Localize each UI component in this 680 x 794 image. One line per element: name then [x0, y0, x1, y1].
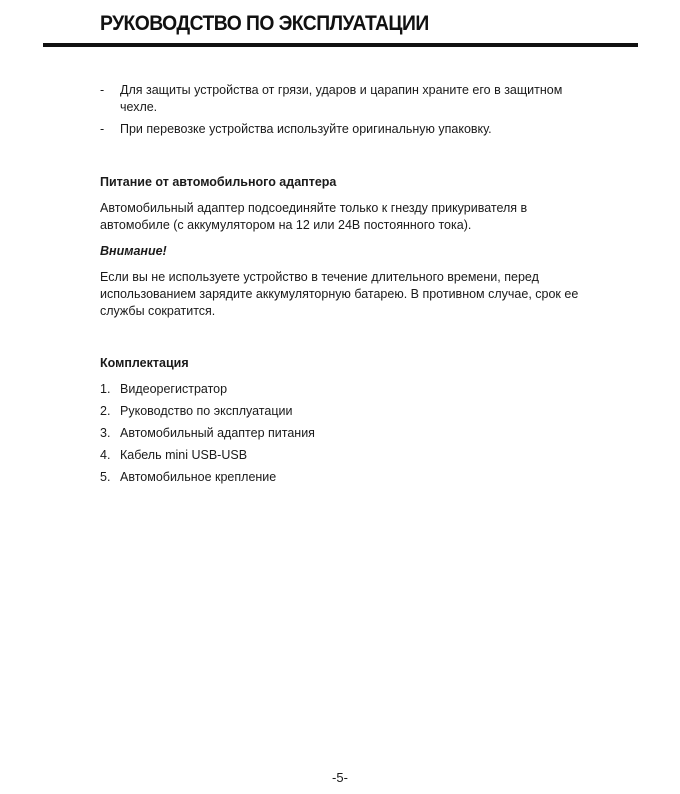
- package-list-item: [100, 403, 585, 425]
- package-list-item: [100, 381, 585, 403]
- package-section-title: Комплектация: [100, 356, 189, 370]
- header-rule: [43, 43, 638, 47]
- package-list: [100, 381, 585, 491]
- item-text: Автомобильный адаптер питания: [120, 426, 315, 440]
- item-number: 4.: [100, 448, 111, 462]
- item-number: 2.: [100, 404, 111, 418]
- page-number: -5-: [332, 770, 348, 785]
- bullet-text: Для защиты устройства от грязи, ударов и царапин храните его в защитном чехле.: [120, 83, 563, 114]
- item-text: Автомобильное крепление: [120, 470, 277, 484]
- bullet-text: При перевозке устройства используйте оригинальную упаковку.: [120, 122, 492, 136]
- care-bullet-item: [100, 82, 585, 116]
- power-section-title: Питание от автомобильного адаптера: [100, 175, 337, 189]
- item-text: Видеорегистратор: [120, 382, 228, 396]
- warning-label: Внимание!: [100, 244, 167, 258]
- page-content: [100, 82, 585, 491]
- care-bullet-item: [100, 121, 585, 138]
- care-bullet-list: [100, 82, 585, 138]
- bullet-dash: -: [100, 122, 105, 136]
- item-number: 3.: [100, 426, 111, 440]
- item-number: 5.: [100, 470, 111, 484]
- bullet-dash: -: [100, 83, 105, 97]
- item-text: Руководство по эксплуатации: [120, 404, 293, 418]
- power-body-text: Автомобильный адаптер подсоединяйте только к гнезду прикуривателя в автомобиле (с аккумулятором на 12 или 24В постоянного тока).: [100, 201, 528, 232]
- package-list-item: [100, 469, 585, 491]
- page-header-title: РУКОВОДСТВО ПО ЭКСПЛУАТАЦИИ: [100, 12, 429, 35]
- package-list-item: [100, 447, 585, 469]
- item-number: 1.: [100, 382, 111, 396]
- item-text: Кабель mini USB-USB: [120, 448, 248, 462]
- warning-text: Если вы не используете устройство в течение длительного времени, перед использованием зарядите аккумуляторную батарею. В противном случае, срок ее службы сократится.: [100, 270, 579, 318]
- package-list-item: [100, 425, 585, 447]
